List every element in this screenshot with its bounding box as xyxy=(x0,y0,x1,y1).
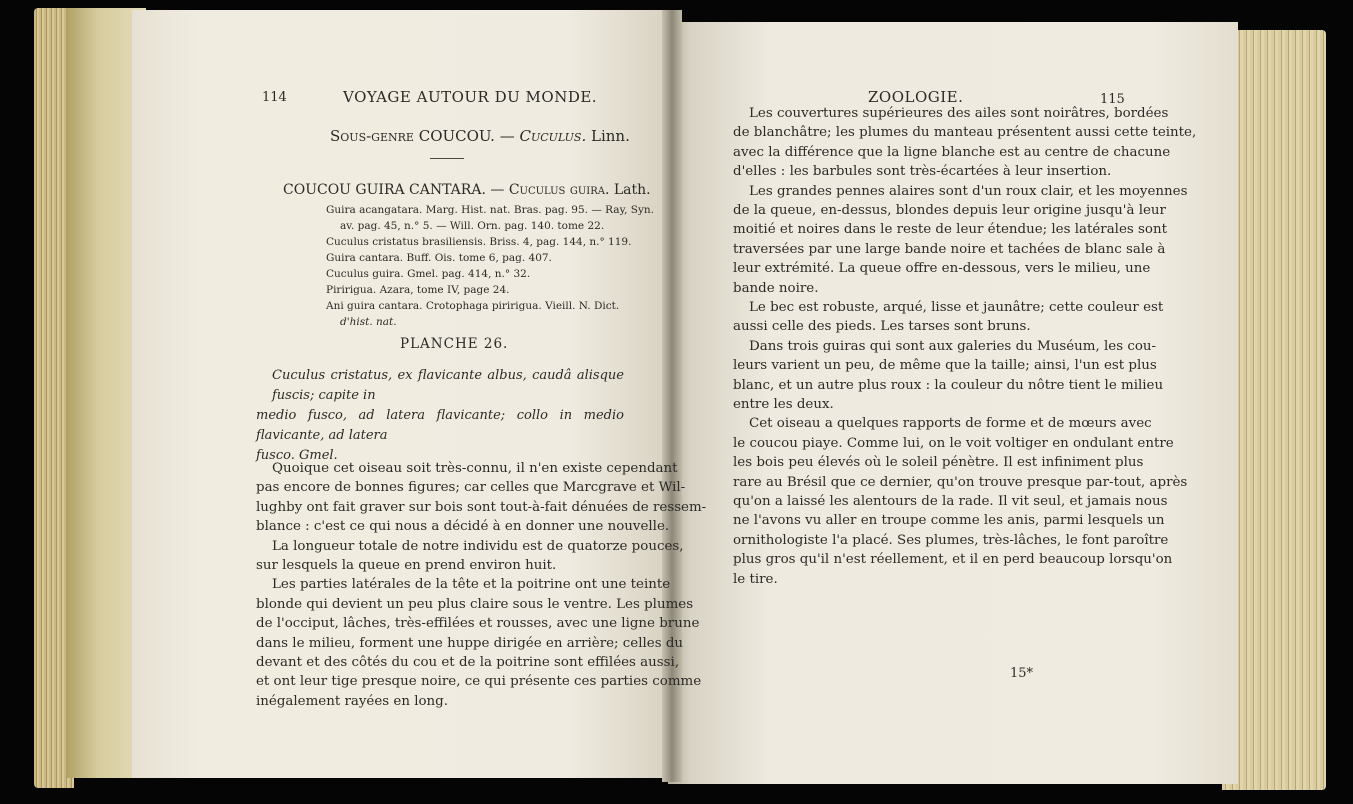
body-line: rare au Brésil que ce dernier, qu'on trouve presque par-tout, après xyxy=(733,474,1188,490)
species-dash: — xyxy=(490,182,505,198)
body-line: inégalement rayées en long. xyxy=(256,693,449,709)
subgenre-latin: Cuculus. xyxy=(519,127,587,145)
body-line: de blanchâtre; les plumes du manteau présentent aussi cette teinte, xyxy=(733,125,1197,141)
species-latin: Cuculus guira. xyxy=(508,182,610,198)
body-line: pas encore de bonnes figures; car celles que Marcgrave et Wil- xyxy=(256,480,686,496)
body-line: Quoique cet oiseau soit très-connu, il n'en existe cependant xyxy=(272,461,678,476)
body-line: qu'on a laissé les alentours de la rade. Il vit seul, et jamais nous xyxy=(733,494,1168,509)
body-line: Cet oiseau a quelques rapports de forme et de mœurs avec xyxy=(749,416,1152,432)
body-line: et ont leur tige presque noire, ce qui présente ces parties comme xyxy=(256,674,702,690)
body-line: devant et des côtés du cou et de la poitrine sont effilées aussi, xyxy=(256,655,680,670)
latin-description xyxy=(256,366,624,466)
body-line: ornithologiste l'a placé. Ses plumes, très-lâches, le font paroître xyxy=(733,532,1169,548)
body-line: de l'occiput, lâches, très-effilées et rousses, avec une ligne brune xyxy=(256,616,700,632)
body-line: leur extrémité. La queue offre en-dessous, vers le milieu, une xyxy=(733,261,1151,277)
species-name: COUCOU GUIRA CANTARA. xyxy=(283,182,486,198)
body-line: le tire. xyxy=(733,571,778,587)
synonymy-line: Cuculus guira. Gmel. pag. 414, n.° 32. xyxy=(326,268,531,280)
latin-line: fusco. Gmel. xyxy=(256,448,338,463)
body-line: dans le milieu, forment une huppe dirigée en arrière; celles du xyxy=(256,635,684,651)
synonymy-line: Guira cantara. Buff. Ois. tome 6, pag. 407. xyxy=(326,252,552,264)
subgenre-author: Linn. xyxy=(591,127,630,145)
species-heading xyxy=(283,182,651,198)
body-line: La longueur totale de notre individu est de quatorze pouces, xyxy=(272,538,684,554)
plate-reference: PLANCHE 26. xyxy=(400,336,509,352)
heading-rule xyxy=(430,158,464,159)
body-line: Les couvertures supérieures des ailes sont noirâtres, bordées xyxy=(749,106,1169,121)
body-line: d'elles : les barbules sont très-écartées à leur insertion. xyxy=(733,164,1112,180)
body-line: blanc, et un autre plus roux : la couleur du nôtre tient le milieu xyxy=(733,377,1164,393)
body-line: Dans trois guiras qui sont aux galeries du Muséum, les cou- xyxy=(749,338,1157,354)
body-line: aussi celle des pieds. Les tarses sont bruns. xyxy=(733,319,1031,335)
body-line: avec la différence que la ligne blanche est au centre de chacune xyxy=(733,144,1171,160)
species-author: Lath. xyxy=(613,182,651,198)
synonymy-line: Ani guira cantara. Crotophaga piririgua. Vieill. N. Dict. xyxy=(326,300,620,312)
body-line: blonde qui devient un peu plus claire sous le ventre. Les plumes xyxy=(256,596,694,612)
synonymy-line: Cuculus cristatus brasiliensis. Briss. 4, pag. 144, n.° 119. xyxy=(326,236,632,248)
latin-line: Cuculus cristatus, ex flavicante albus, caudâ alisque fuscis; capite in xyxy=(272,368,624,403)
subgenre-dash: — xyxy=(499,127,515,145)
body-line: le coucou piaye. Comme lui, on le voit voltiger en ondulant entre xyxy=(733,435,1174,451)
signature-mark: 15* xyxy=(1010,666,1034,681)
body-line: ne l'avons vu aller en troupe comme les anis, parmi lesquels un xyxy=(733,513,1165,529)
synonymy-line: Piririgua. Azara, tome IV, page 24. xyxy=(326,284,510,296)
right-folio: 115 xyxy=(1100,92,1125,107)
body-line: les bois peu élevés où le soleil pénètre. Il est infiniment plus xyxy=(733,455,1144,471)
synonymy-line: Guira acangatara. Marg. Hist. nat. Bras. pag. 95. — Ray, Syn. xyxy=(326,204,655,216)
left-running-head: VOYAGE AUTOUR DU MONDE. xyxy=(343,88,598,106)
body-line: Le bec est robuste, arqué, lisse et jaunâtre; cette couleur est xyxy=(749,300,1164,315)
body-line: Les grandes pennes alaires sont d'un roux clair, et les moyennes xyxy=(749,183,1188,199)
left-folio: 114 xyxy=(262,90,287,105)
synonymy-line: av. pag. 45, n.° 5. — Will. Orn. pag. 140. tome 22. xyxy=(340,220,605,232)
body-line: sur lesquels la queue en prend environ huit. xyxy=(256,558,557,573)
body-line: lughby ont fait graver sur bois sont tout-à-fait dénuées de ressem- xyxy=(256,499,707,515)
body-line: plus gros qu'il n'est réellement, et il en perd beaucoup lorsqu'on xyxy=(733,552,1173,568)
body-line: bande noire. xyxy=(733,280,819,296)
right-running-head: ZOOLOGIE. xyxy=(868,88,964,106)
body-line: traversées par une large bande noire et tachées de blanc sale à xyxy=(733,241,1166,257)
body-line: blance : c'est ce qui nous a décidé à en donner une nouvelle. xyxy=(256,519,670,535)
body-line: entre les deux. xyxy=(733,397,834,412)
subgenre-heading xyxy=(330,127,630,145)
body-line: moitié et noires dans le reste de leur étendue; les latérales sont xyxy=(733,222,1167,238)
body-line: de la queue, en-dessus, blondes depuis leur origine jusqu'à leur xyxy=(733,203,1166,218)
synonymy-line: d'hist. nat. xyxy=(340,316,397,328)
body-line: leurs varient un peu, de même que la taille; ainsi, l'un est plus xyxy=(733,358,1157,374)
subgenre-name: COUCOU. xyxy=(418,127,495,145)
subgenre-prefix: Sous-genre xyxy=(330,127,414,145)
latin-line: medio fusco, ad latera flavicante; collo in medio flavicante, ad latera xyxy=(256,408,624,443)
body-line: Les parties latérales de la tête et la poitrine ont une teinte xyxy=(272,577,671,593)
